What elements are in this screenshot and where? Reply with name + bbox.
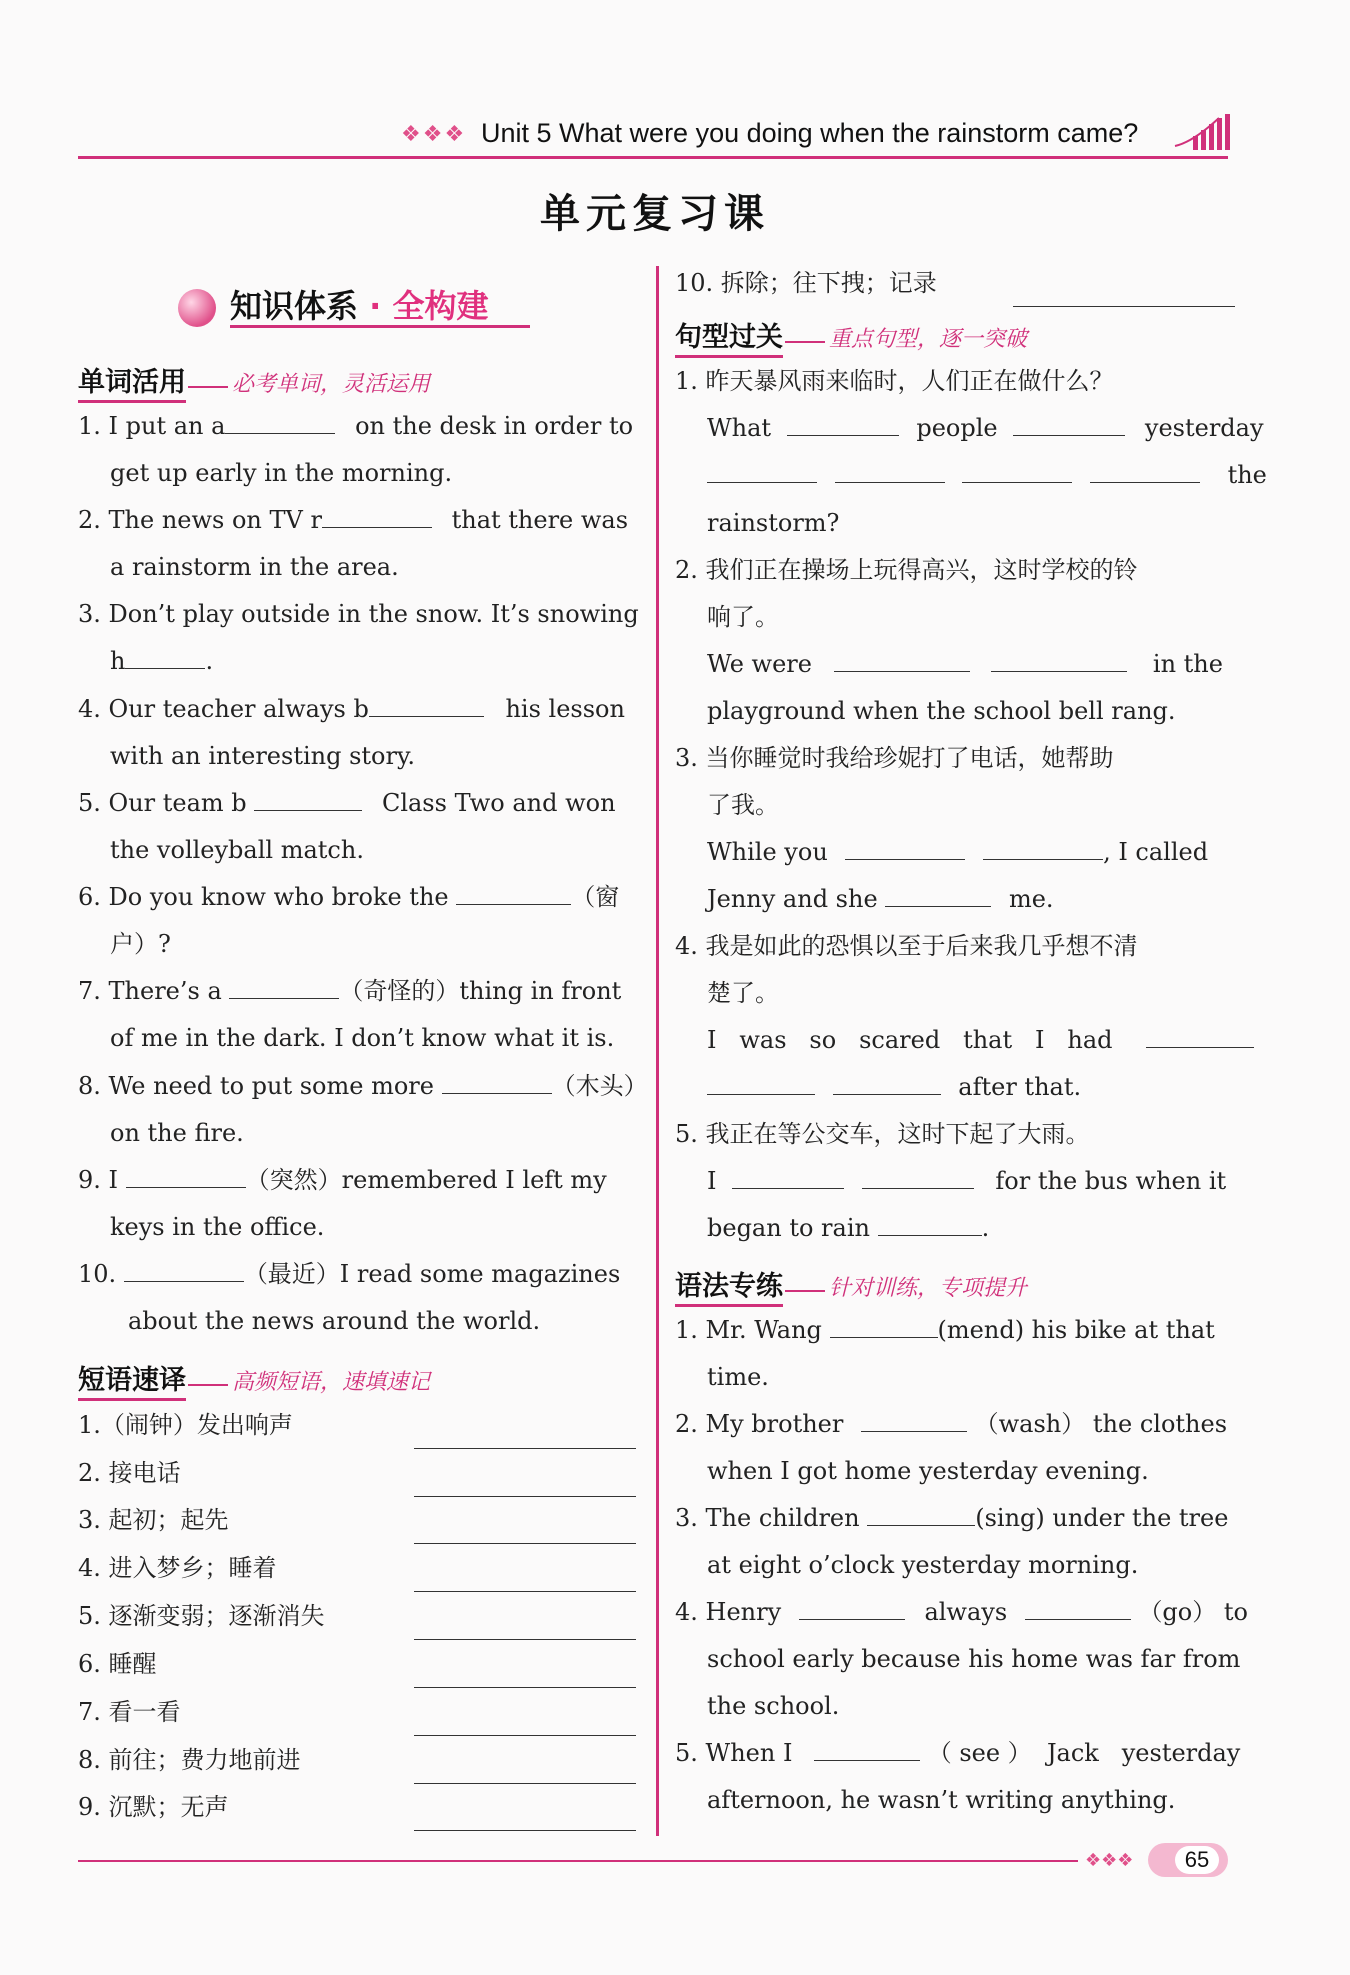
- vocab-q3: 3. Don’t play outside in the snow. It’s snowing: [78, 600, 639, 628]
- answer-blank[interactable]: [322, 505, 432, 528]
- vocab-q5-cont: the volleyball match.: [110, 836, 364, 864]
- vocab-q2: 2. The news on TV r that there was: [78, 506, 629, 534]
- answer-blank[interactable]: [962, 460, 1072, 483]
- phrase-item: 4. 进入梦乡；睡着: [78, 1554, 277, 1582]
- answer-blank[interactable]: [414, 1713, 636, 1736]
- grammar-q1: 1. Mr. Wang (mend) his bike at that: [675, 1316, 1215, 1344]
- answer-blank[interactable]: [814, 1738, 920, 1761]
- page-number: 65: [1148, 1843, 1228, 1877]
- section-sentences-head: [675, 315, 1027, 354]
- vocab-q6-cont: 户）?: [110, 930, 171, 958]
- section-subtitle: 针对训练，专项提升: [829, 1276, 1028, 1301]
- grammar-q5: 5. When I （ see ） Jack yesterday: [675, 1739, 1241, 1767]
- vocab-q2-cont: a rainstorm in the area.: [110, 553, 399, 581]
- answer-blank[interactable]: [867, 1503, 975, 1526]
- answer-blank[interactable]: [229, 976, 339, 999]
- grammar-q4-cont: school early because his home was far from: [707, 1645, 1241, 1673]
- page-header: [78, 112, 1228, 160]
- grammar-q3-cont: at eight o’clock yesterday morning.: [707, 1551, 1139, 1579]
- section-title: 句型过关: [675, 322, 783, 358]
- answer-blank[interactable]: [885, 884, 991, 907]
- banner-underline: [230, 325, 530, 328]
- sentence-q1-cn: 1. 昨天暴风雨来临时，人们正在做什么？: [675, 367, 1114, 395]
- answer-blank[interactable]: [414, 1426, 636, 1449]
- section-subtitle: 必考单词，灵活运用: [232, 372, 431, 397]
- answer-blank[interactable]: [414, 1521, 636, 1544]
- answer-blank[interactable]: [414, 1474, 636, 1497]
- phrase-item: 8. 前往；费力地前进: [78, 1746, 301, 1774]
- answer-blank[interactable]: [1013, 413, 1125, 436]
- section-dash: [188, 1384, 228, 1386]
- page-title: 单元复习课: [540, 191, 770, 237]
- sentence-q5-en: I for the bus when it: [707, 1167, 1227, 1195]
- grammar-q4-cont2: the school.: [707, 1692, 840, 1720]
- sentence-q4-cn: 4. 我是如此的恐惧以至于后来我几乎想不清: [675, 932, 1138, 960]
- answer-blank[interactable]: [833, 1072, 941, 1095]
- sentence-q3-cn: 3. 当你睡觉时我给珍妮打了电话，她帮助: [675, 744, 1114, 772]
- answer-blank[interactable]: [799, 1597, 905, 1620]
- section-subtitle: 重点句型，逐一突破: [829, 327, 1028, 352]
- section-subtitle: 高频短语，速填速记: [232, 1370, 431, 1395]
- sentence-q5-cont: began to rain .: [707, 1214, 990, 1242]
- section-phrases-head: [78, 1358, 430, 1397]
- answer-blank[interactable]: [862, 1166, 974, 1189]
- answer-blank[interactable]: [878, 1213, 982, 1236]
- vocab-q8-cont: on the fire.: [110, 1119, 244, 1147]
- answer-blank[interactable]: [835, 460, 945, 483]
- section-dash: [785, 341, 825, 343]
- sentence-q2-cn: 2. 我们正在操场上玩得高兴，这时学校的铃: [675, 556, 1138, 584]
- phrase-item: 10. 拆除；往下拽；记录: [675, 269, 937, 297]
- answer-blank[interactable]: [991, 649, 1127, 672]
- sentence-q2-en: We were in the: [707, 650, 1223, 678]
- answer-blank[interactable]: [787, 413, 899, 436]
- vocab-q10-cont: about the news around the world.: [128, 1307, 541, 1335]
- section-vocab-head: [78, 360, 430, 399]
- answer-blank[interactable]: [414, 1617, 636, 1640]
- vocab-q4: 4. Our teacher always b his lesson: [78, 695, 625, 723]
- header-decoration: ❖❖❖: [401, 122, 467, 147]
- answer-blank[interactable]: [442, 1071, 552, 1094]
- phrase-item: 7. 看一看: [78, 1698, 181, 1726]
- vocab-q9-cont: keys in the office.: [110, 1213, 325, 1241]
- vocab-q1-cont: get up early in the morning.: [110, 459, 453, 487]
- grammar-q1-cont: time.: [707, 1363, 769, 1391]
- answer-blank[interactable]: [834, 649, 970, 672]
- banner-dot: ·: [369, 287, 382, 325]
- phrase-item: 1.（闹钟）发出响声: [78, 1411, 293, 1439]
- unit-title: Unit 5 What were you doing when the rainstorm came?: [481, 118, 1139, 148]
- header-rule: [78, 156, 1228, 159]
- phrase-item: 6. 睡醒: [78, 1650, 157, 1678]
- sentence-q1-en: What people yesterday: [707, 414, 1264, 442]
- column-divider: [656, 266, 659, 1836]
- sentence-q5-cn: 5. 我正在等公交车，这时下起了大雨。: [675, 1120, 1090, 1148]
- vocab-q3-cont: h .: [110, 647, 214, 675]
- answer-blank[interactable]: [126, 1165, 246, 1188]
- vocab-q9: 9. I （突然）remembered I left my: [78, 1166, 607, 1194]
- answer-blank[interactable]: [414, 1808, 636, 1831]
- answer-blank[interactable]: [861, 1409, 967, 1432]
- answer-blank[interactable]: [414, 1761, 636, 1784]
- sentence-q3-cn-cont: 了我。: [707, 791, 779, 819]
- section-title: 短语速译: [78, 1365, 186, 1401]
- answer-blank[interactable]: [124, 1259, 244, 1282]
- footer-decoration: ❖❖❖: [1085, 1850, 1134, 1871]
- grammar-q4: 4. Henry always （go） to: [675, 1598, 1248, 1626]
- phrase-item: 9. 沉默；无声: [78, 1793, 229, 1821]
- grammar-q2-cont: when I got home yesterday evening.: [707, 1457, 1149, 1485]
- sentence-q2-cn-cont: 响了。: [707, 603, 779, 631]
- vocab-q8: 8. We need to put some more （木头）: [78, 1072, 648, 1100]
- banner-text-a: 知识体系: [230, 287, 359, 325]
- sentence-q3-en: While you , I called: [707, 838, 1209, 866]
- vocab-q5: 5. Our team b Class Two and won: [78, 789, 616, 817]
- answer-blank[interactable]: [732, 1166, 844, 1189]
- vocab-q4-cont: with an interesting story.: [110, 742, 415, 770]
- answer-blank[interactable]: [125, 646, 205, 669]
- answer-blank[interactable]: [254, 788, 362, 811]
- grammar-q5-cont: afternoon, he wasn’t writing anything.: [707, 1786, 1176, 1814]
- grammar-q3: 3. The children (sing) under the tree: [675, 1504, 1229, 1532]
- sentence-q4-cont: after that.: [707, 1072, 1081, 1102]
- answer-blank[interactable]: [225, 411, 335, 434]
- sentence-q4-en: I was so scared that I had: [707, 1025, 1254, 1055]
- section-title: 单词活用: [78, 367, 186, 403]
- sentence-q2-cont: playground when the school bell rang.: [707, 697, 1176, 725]
- vocab-q6: 6. Do you know who broke the （窗: [78, 883, 620, 911]
- answer-blank[interactable]: [1090, 460, 1200, 483]
- sentence-q1-blanks: the: [707, 460, 1267, 490]
- section-title: 语法专练: [675, 1271, 783, 1307]
- section-dash: [188, 386, 228, 388]
- answer-blank[interactable]: [1013, 284, 1235, 307]
- answer-blank[interactable]: [414, 1665, 636, 1688]
- knowledge-banner: [178, 275, 538, 335]
- phrase-item: 3. 起初；起先: [78, 1506, 229, 1534]
- section-grammar-head: [675, 1264, 1027, 1303]
- vocab-q7-cont: of me in the dark. I don’t know what it is.: [110, 1024, 615, 1052]
- section-dash: [785, 1290, 825, 1292]
- vocab-q7: 7. There’s a （奇怪的）thing in front: [78, 977, 622, 1005]
- bar-graph-icon: [1173, 112, 1231, 152]
- answer-blank[interactable]: [369, 694, 484, 717]
- sentence-q4-cn-cont: 楚了。: [707, 979, 779, 1007]
- grammar-q2: 2. My brother （wash） the clothes: [675, 1410, 1228, 1438]
- answer-blank[interactable]: [830, 1315, 938, 1338]
- answer-blank[interactable]: [707, 1072, 815, 1095]
- answer-blank[interactable]: [845, 837, 965, 860]
- answer-blank[interactable]: [707, 460, 817, 483]
- answer-blank[interactable]: [414, 1569, 636, 1592]
- footer-rule: [78, 1860, 1078, 1862]
- answer-blank[interactable]: [983, 837, 1103, 860]
- vocab-q10: 10. （最近）I read some magazines: [78, 1260, 621, 1288]
- sentence-q1-cont: rainstorm?: [707, 509, 840, 537]
- pink-ball-icon: [178, 289, 216, 327]
- sentence-q3-cont: Jenny and she me.: [707, 885, 1054, 913]
- answer-blank[interactable]: [1146, 1025, 1254, 1048]
- phrase-item: 5. 逐渐变弱；逐渐消失: [78, 1602, 325, 1630]
- phrase-item: 2. 接电话: [78, 1459, 181, 1487]
- answer-blank[interactable]: [456, 882, 571, 905]
- banner-text-b: 全构建: [392, 287, 489, 325]
- vocab-q1: 1. I put an a on the desk in order to: [78, 412, 634, 440]
- answer-blank[interactable]: [1025, 1597, 1131, 1620]
